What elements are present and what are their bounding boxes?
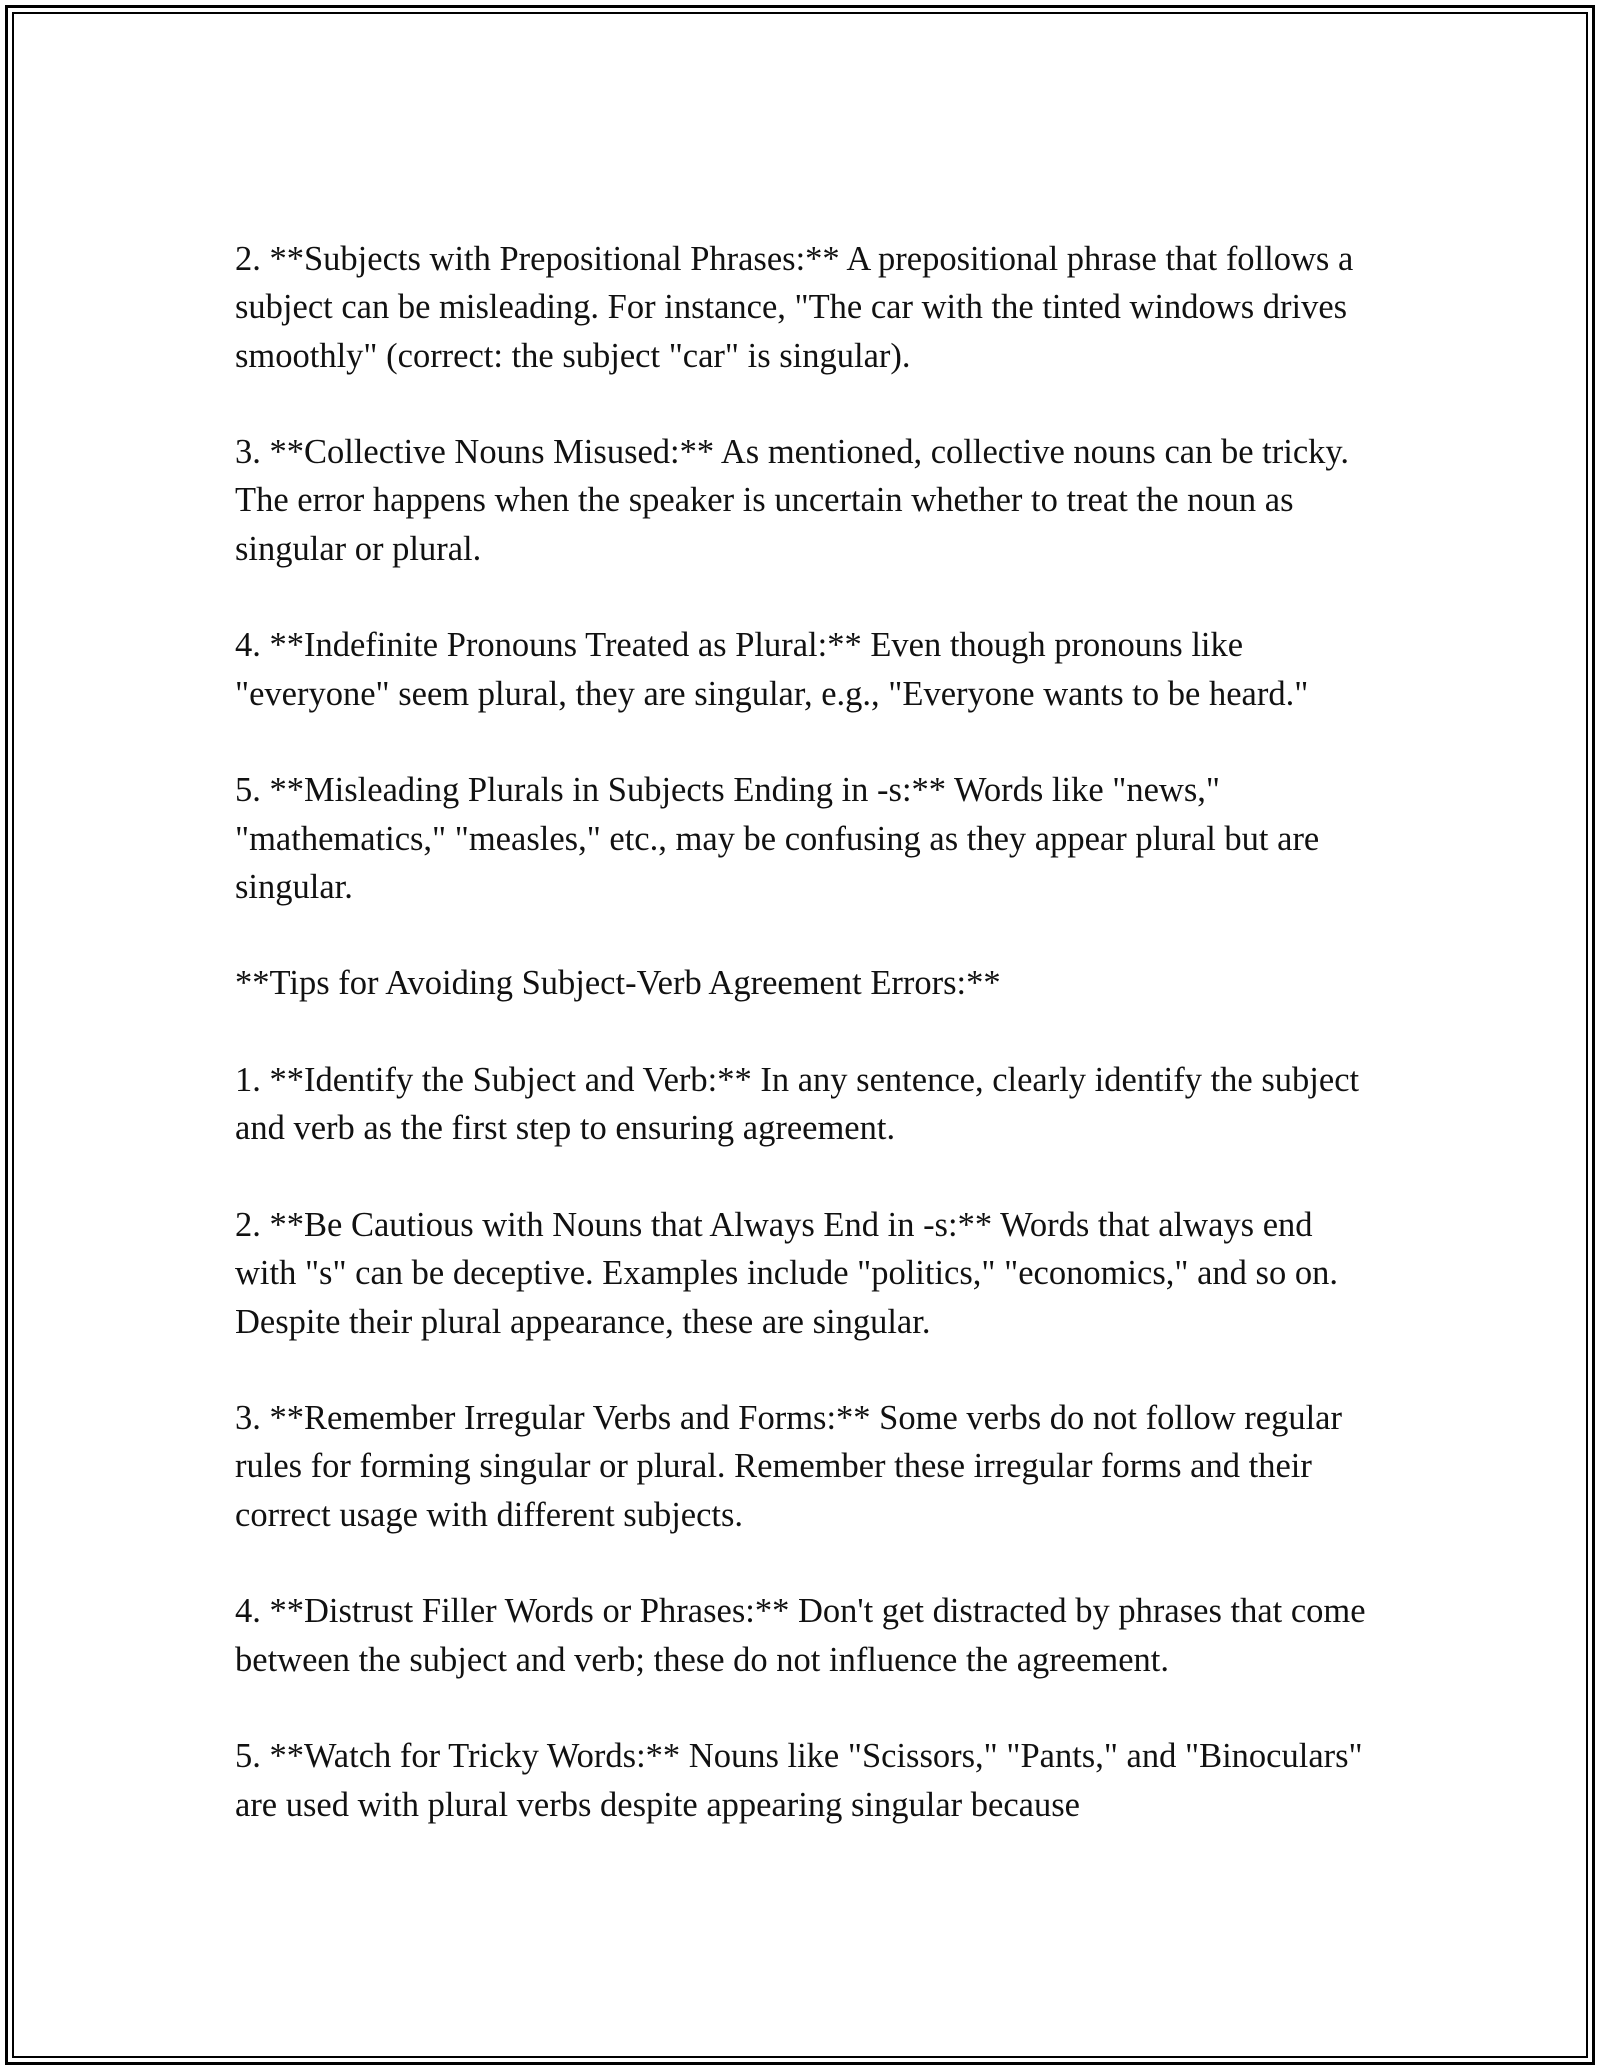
paragraph-identify-subject-verb: 1. **Identify the Subject and Verb:** In any sentence, clearly identify the subject and verb as the first step to ensuring agreement. [235, 1061, 1360, 1148]
paragraph-indefinite-pronouns: 4. **Indefinite Pronouns Treated as Plural:** Even though pronouns like "everyone" seem plural, they are singular, e.g., "Everyone wants to be heard." [235, 626, 1309, 713]
document-body [235, 235, 1370, 1877]
section-heading-tips: **Tips for Avoiding Subject-Verb Agreement Errors:** [235, 964, 1001, 1003]
paragraph-collective-nouns: 3. **Collective Nouns Misused:** As mentioned, collective nouns can be tricky. The error happens when the speaker is uncertain whether to treat the noun as singular or plural. [235, 433, 1350, 568]
paragraph-irregular-verbs: 3. **Remember Irregular Verbs and Forms:** Some verbs do not follow regular rules for forming singular or plural. Remember these irregular forms and their correct usage with different subjects. [235, 1399, 1342, 1534]
paragraph-misleading-plurals: 5. **Misleading Plurals in Subjects Ending in -s:** Words like "news," "mathematics," "measles," etc., may be confusing as they appear plural but are singular. [235, 771, 1320, 906]
paragraph-tricky-words: 5. **Watch for Tricky Words:** Nouns like "Scissors," "Pants," and "Binoculars" are used with plural verbs despite appearing singular because [235, 1737, 1363, 1824]
paragraph-filler-words: 4. **Distrust Filler Words or Phrases:** Don't get distracted by phrases that come between the subject and verb; these do not influence the agreement. [235, 1592, 1366, 1679]
paragraph-prepositional-phrases: 2. **Subjects with Prepositional Phrases:** A prepositional phrase that follows a subject can be misleading. For instance, "The car with the tinted windows drives smoothly" (correct: the subject "car" is singular). [235, 240, 1354, 375]
paragraph-nouns-ending-s: 2. **Be Cautious with Nouns that Always End in -s:** Words that always end with "s" can be deceptive. Examples include "politics," "economics," and so on. Despite their plural appearance, these are singular. [235, 1205, 1338, 1341]
